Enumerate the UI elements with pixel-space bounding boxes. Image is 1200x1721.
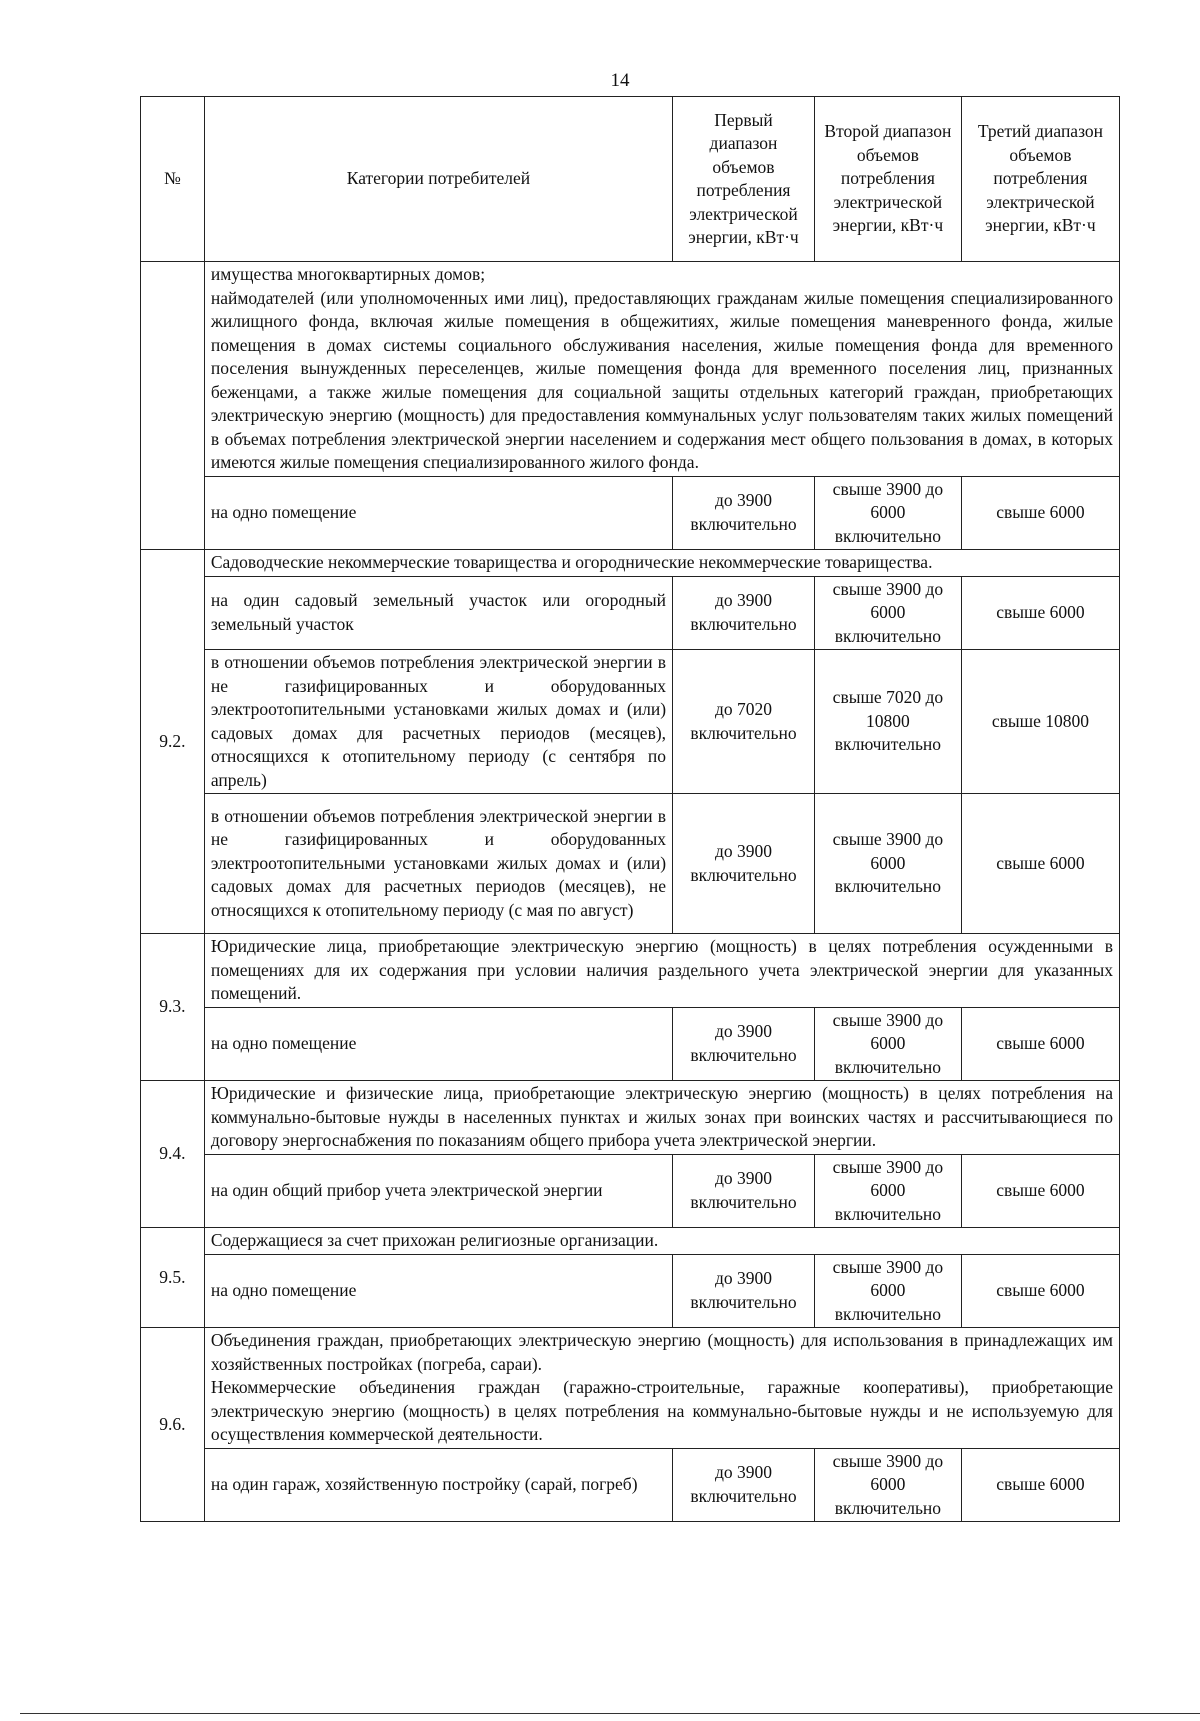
range-1-value: до 3900 включительно <box>673 794 815 934</box>
range-2-value: свыше 7020 до 10800 включительно <box>814 650 961 794</box>
section-9-3-title-row <box>141 934 1120 1008</box>
section-title: Содержащиеся за счет прихожан религиозные организации. <box>204 1228 1119 1255</box>
header-range-1: Первый диапазон объемов потребления электрической энергии, кВт·ч <box>673 97 815 262</box>
section-9-1-text-2: наймодателей (или уполномоченных ими лиц), предоставляющих гражданам жилые помещения специализированного жилищного фонда, включая жилые помещения в общежитиях, жилые помещения маневренного фонда, жилые помещения в домах системы социального обслуживания населения, жилые помещения фонда для временного поселения вынужденных переселенцев, жилые помещения фонда для временного поселения лиц, признанных беженцами, а также жилые помещения для социальной защиты отдельных категорий граждан, приобретающих электрическую энергию (мощность) для предоставления коммунальных услуг пользователям таких жилых помещений в объемах потребления электрической энергии населением и содержания мест общего пользования в домах, в которых имеются жилые помещения специализированного жилого фонда. <box>210 287 1113 472</box>
tariff-table <box>140 96 1120 1522</box>
section-title: Юридические лица, приобретающие электрическую энергию (мощность) в целях потребления осужденными в помещениях для их содержания при условии наличия раздельного учета электрической энергии для указанных помещений. <box>204 934 1119 1008</box>
section-num: 9.6. <box>141 1328 205 1522</box>
range-1-value: до 3900 включительно <box>673 1448 815 1522</box>
page-bottom-divider <box>20 1713 1200 1714</box>
range-1-value: до 3900 включительно <box>673 1007 815 1081</box>
range-2-value: свыше 3900 до 6000 включительно <box>814 576 961 650</box>
range-3-value: свыше 10800 <box>961 650 1119 794</box>
section-9-6-text-1: Объединения граждан, приобретающих электрическую энергию (мощность) для использования в принадлежащих им хозяйственных постройках (погреба, сараи). <box>210 1330 1113 1374</box>
page-number: 14 <box>610 70 630 91</box>
section-9-6-title-row <box>141 1328 1120 1449</box>
header-range-2: Второй диапазон объемов потребления электрической энергии, кВт·ч <box>814 97 961 262</box>
section-9-6-text <box>204 1328 1119 1449</box>
range-3-value: свыше 6000 <box>961 794 1119 934</box>
row-label: на один садовый земельный участок или огородный земельный участок <box>204 576 672 650</box>
section-9-2-title-row <box>141 550 1120 577</box>
table-row <box>141 1448 1120 1522</box>
row-label: на одно помещение <box>204 476 672 550</box>
range-1-value: до 3900 включительно <box>673 1254 815 1328</box>
table-row <box>141 650 1120 794</box>
range-3-value: свыше 6000 <box>961 1448 1119 1522</box>
header-row <box>141 97 1120 262</box>
range-1-value: до 3900 включительно <box>673 576 815 650</box>
table-row <box>141 794 1120 934</box>
header-category: Категории потребителей <box>204 97 672 262</box>
range-3-value: свыше 6000 <box>961 1254 1119 1328</box>
table-row <box>141 1007 1120 1081</box>
section-num: 9.3. <box>141 934 205 1081</box>
row-label: на один гараж, хозяйственную постройку (сарай, погреб) <box>204 1448 672 1522</box>
row-label: в отношении объемов потребления электрической энергии в не газифицированных и оборудованных электроотопительными установками жилых домах и (или) садовых домах для расчетных периодов (месяцев), относящихся к отопительному периоду (с сентября по апрель) <box>204 650 672 794</box>
range-3-value: свыше 6000 <box>961 576 1119 650</box>
range-3-value: свыше 6000 <box>961 1154 1119 1228</box>
range-3-value: свыше 6000 <box>961 476 1119 550</box>
range-2-value: свыше 3900 до 6000 включительно <box>814 476 961 550</box>
range-2-value: свыше 3900 до 6000 включительно <box>814 1254 961 1328</box>
section-title: Садоводческие некоммерческие товарищества и огороднические некоммерческие товарищества. <box>204 550 1119 577</box>
range-1-value: до 3900 включительно <box>673 476 815 550</box>
range-1-value: до 3900 включительно <box>673 1154 815 1228</box>
range-2-value: свыше 3900 до 6000 включительно <box>814 794 961 934</box>
section-num-empty <box>141 262 205 550</box>
row-label: на одно помещение <box>204 1254 672 1328</box>
section-num: 9.5. <box>141 1228 205 1328</box>
header-range-3: Третий диапазон объемов потребления электрической энергии, кВт·ч <box>961 97 1119 262</box>
row-label: в отношении объемов потребления электрической энергии в не газифицированных и оборудованных электроотопительными установками жилых домах и (или) садовых домах для расчетных периодов (месяцев), не относящихся к отопительному периоду (с мая по август) <box>204 794 672 934</box>
table-row <box>141 1154 1120 1228</box>
range-3-value: свыше 6000 <box>961 1007 1119 1081</box>
row-label: на один общий прибор учета электрической энергии <box>204 1154 672 1228</box>
table-row <box>141 476 1120 550</box>
section-title: Юридические и физические лица, приобретающие электрическую энергию (мощность) в целях потребления на коммунально-бытовые нужды в населенных пунктах и жилых зонах при воинских частях и рассчитывающиеся по договору энергоснабжения по показаниям общего прибора учета электрической энергии. <box>204 1081 1119 1155</box>
section-num: 9.2. <box>141 550 205 934</box>
range-2-value: свыше 3900 до 6000 включительно <box>814 1448 961 1522</box>
header-num: № <box>141 97 205 262</box>
section-9-4-title-row <box>141 1081 1120 1155</box>
section-9-5-title-row <box>141 1228 1120 1255</box>
row-label: на одно помещение <box>204 1007 672 1081</box>
table-row <box>141 1254 1120 1328</box>
range-2-value: свыше 3900 до 6000 включительно <box>814 1007 961 1081</box>
table-row <box>141 576 1120 650</box>
range-2-value: свыше 3900 до 6000 включительно <box>814 1154 961 1228</box>
section-9-6-text-2: Некоммерческие объединения граждан (гаражно-строительные, гаражные кооперативы), приобретающие электрическую энергию (мощность) в целях потребления на коммунально-бытовые нужды и не используемую для осуществления коммерческой деятельности. <box>210 1377 1113 1444</box>
section-9-1-text <box>204 262 1119 477</box>
section-9-1-text-1: имущества многоквартирных домов; <box>210 264 486 284</box>
range-1-value: до 7020 включительно <box>673 650 815 794</box>
section-num: 9.4. <box>141 1081 205 1228</box>
section-9-1-text-row <box>141 262 1120 477</box>
